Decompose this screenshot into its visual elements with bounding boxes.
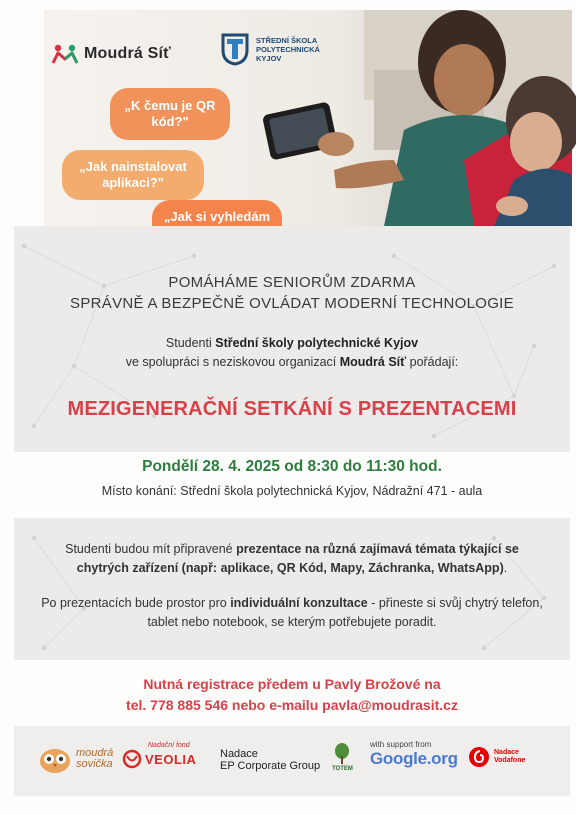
sovicka-line-1: moudrá [76, 747, 114, 759]
totem-logo [332, 742, 353, 772]
school-logo [220, 32, 336, 66]
sponsor-logos [30, 738, 550, 786]
consultation-part-2: - přineste si svůj chytrý telefon, tablet nebo notebook, se kterým potřebujete poradit. [147, 596, 543, 629]
intro-part-2: ve spolupráci s neziskovou organizací [125, 355, 340, 369]
school-logo-text: STŘEDNÍ ŠKOLA POLYTECHNICKÁ KYJOV [256, 35, 320, 63]
veolia-emblem-icon [122, 749, 142, 769]
registration-line-1: Nutná registrace předem u Pavly Brožové na [143, 676, 441, 692]
nadace-line-1: Nadace [220, 748, 258, 760]
speech-bubble-transport: „Jak si vyhledám [152, 200, 282, 250]
intro-school-name: Střední školy polytechnické Kyjov [215, 336, 419, 350]
moudra-sit-logo [52, 42, 171, 66]
presentations-part-2: . [503, 561, 508, 575]
veolia-name [122, 749, 196, 769]
google-text [370, 749, 458, 769]
totem-text: TOTEM [332, 766, 353, 772]
intro-org-name: Moudrá Síť [339, 355, 407, 369]
owl-icon [38, 744, 72, 774]
totem-icon [332, 742, 352, 766]
moudra-sovicka-logo [38, 744, 113, 774]
headline-line-2: SPRÁVNĚ A BEZPEČNĚ OVLÁDAT MODERNÍ TECHNOLOGIE [70, 295, 514, 312]
consultation-paragraph [40, 594, 544, 632]
veolia-logo [122, 742, 196, 769]
google-text-value: Google.org [370, 749, 458, 768]
vodafone-line-1: Nadace [494, 749, 519, 756]
headline [14, 272, 570, 314]
registration-line-2: tel. 778 885 546 nebo e-mailu pavla@moudrasit.cz [126, 697, 458, 713]
consultation-bold: individuální konzultace [230, 596, 368, 610]
headline-line-1: POMÁHÁME SENIORŮM ZDARMA [168, 274, 416, 291]
presentations-part-1: Studenti budou mít připravené [65, 542, 237, 556]
consultation-part-1: Po prezentacích bude prostor pro [41, 596, 231, 610]
people-icon [52, 43, 78, 65]
moudra-sit-logo-text: Moudrá Síť [84, 45, 171, 62]
school-emblem-icon [220, 32, 250, 66]
vodafone-logo [468, 746, 525, 768]
intro-text [14, 334, 570, 372]
veolia-small: Nadační fond [148, 742, 190, 749]
speech-bubble-app: „Jak nainstalovat aplikaci?" [62, 150, 204, 200]
nadace-line-2: EP Corporate Group [220, 760, 321, 772]
google-org-logo [370, 740, 458, 769]
vodafone-line-2: Vodafone [494, 757, 526, 764]
presentations-topics: prezentace na různá zajímavá témata týkající se chytrých zařízení (např: aplikace, QR Kód, Mapy, Záchranka, WhatsApp) [76, 542, 519, 575]
google-small: with support from [370, 740, 432, 749]
sovicka-line-2: sovička [76, 758, 113, 770]
intro-part-1: Studenti [165, 336, 216, 350]
presentations-paragraph [40, 540, 544, 578]
veolia-text: VEOLIA [145, 751, 197, 767]
event-venue: Místo konání: Střední škola polytechnická Kyjov, Nádražní 471 - aula [101, 484, 483, 498]
registration-info [14, 674, 570, 716]
ep-corporate-logo [220, 748, 320, 772]
event-date: Pondělí 28. 4. 2025 od 8:30 do 11:30 hod. [142, 458, 442, 475]
intro-part-3: pořádají: [406, 355, 459, 369]
hero-photo [44, 10, 572, 226]
event-title: MEZIGENERAČNÍ SETKÁNÍ S PREZENTACEMI [67, 398, 517, 420]
vodafone-icon [468, 746, 490, 768]
speech-bubble-qr: „K čemu je QR kód?" [110, 88, 230, 140]
